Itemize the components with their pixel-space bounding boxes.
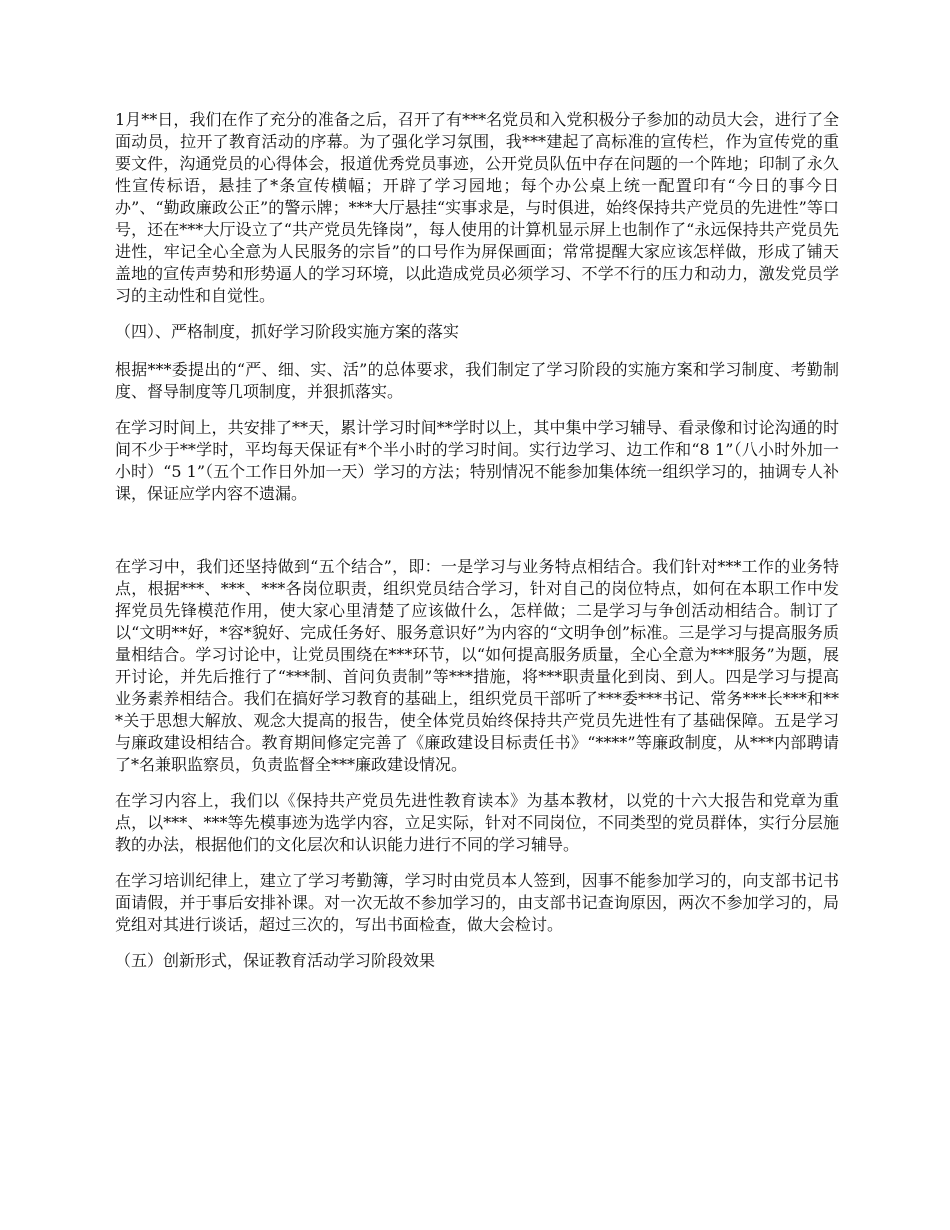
section-heading-4: （四）、严格制度，抓好学习阶段实施方案的落实 <box>115 322 460 341</box>
paragraph-five-combinations: 在学习中，我们还坚持做到“五个结合”，即：一是学习与业务特点相结合。我们针对***工作的业务特点，根据***、***、***各岗位职责，组织党员结合学习，针对自己的岗位特点，如何在本职工作中发挥党员先锋模范作用，使大家心里清楚了应该做什么，怎样做；二是学习与争创活动相结合。制订了以“文明**好，*容*貌好、完成任务好、服务意识好”为内容的“文明争创”标准。三是学习与提高服务质量相结合。学习讨论中，让党员围绕在***环节，以“如何提高服务质量，全心全意为***服务”为题，展开讨论，并先后推行了“***制、首问负责制”等***措施，将***职责量化到岗、到人。四是学习与提高业务素养相结合。我们在搞好学习教育的基础上，组织党员干部听了***委***书记、常务***长***和***关于思想大解放、观念大提高的报告，使全体党员始终保持共产党员先进性有了基础保障。五是学习与廉政建设相结合。教育期间修定完善了《廉政建设目标责任书》“****”等廉政制度，从***内部聘请了*名兼职监察员，负责监督全***廉政建设情况。 <box>115 557 839 774</box>
section-heading-5: （五）创新形式，保证教育活动学习阶段效果 <box>115 951 436 970</box>
document-body <box>115 109 839 988</box>
paragraph-discipline: 在学习培训纪律上，建立了学习考勤簿，学习时由党员本人签到，因事不能参加学习的，向支部书记书面请假，并于事后安排补课。对一次无故不参加学习的，由支部书记查询原因，两次不参加学习的，局党组对其进行谈话，超过三次的，写出书面检查，做大会检讨。 <box>115 871 839 934</box>
paragraph-requirements: 根据***委提出的“严、细、实、活”的总体要求，我们制定了学习阶段的实施方案和学习制度、考勤制度、督导制度等几项制度，并狠抓落实。 <box>115 360 839 401</box>
paragraph-mobilization: 1月**日，我们在作了充分的准备之后，召开了有***名党员和入党积极分子参加的动员大会，进行了全面动员，拉开了教育活动的序幕。为了强化学习氛围，我***建起了高标准的宣传栏，作为宣传党的重要文件，沟通党员的心得体会，报道优秀党员事迹，公开党员队伍中存在问题的一个阵地；印制了永久性宣传标语，悬挂了*条宣传横幅；开辟了学习园地；每个办公桌上统一配置印有“今日的事今日办”、“勤政廉政公正”的警示牌；***大厅悬挂“实事求是，与时俱进，始终保持共产党员的先进性”等口号，还在***大厅设立了“共产党员先锋岗”，每人使用的计算机显示屏上也制作了“永远保持共产党员先进性，牢记全心全意为人民服务的宗旨”的口号作为屏保画面；常常提醒大家应该怎样做，形成了铺天盖地的宣传声势和形势逼人的学习环境，以此造成党员必须学习、不学不行的压力和动力，激发党员学习的主动性和自觉性。 <box>115 110 839 305</box>
paragraph-study-time: 在学习时间上，共安排了**天，累计学习时间**学时以上，其中集中学习辅导、看录像和讨论沟通的时间不少于**学时，平均每天保证有*个半小时的学习时间。实行边学习、边工作和“8 1”（八小时外加一小时）“5 1”（五个工作日外加一天）学习的方法；特别情况不能参加集体统一组织学习的，抽调专人补课，保证应学内容不遗漏。 <box>115 418 839 503</box>
blank-gap <box>115 519 839 556</box>
paragraph-study-content: 在学习内容上，我们以《保持共产党员先进性教育读本》为基本教材，以党的十六大报告和党章为重点，以***、***等先模事迹为选学内容，立足实际，针对不同岗位，不同类型的党员群体，实行分层施教的办法，根据他们的文化层次和认识能力进行不同的学习辅导。 <box>115 791 839 854</box>
